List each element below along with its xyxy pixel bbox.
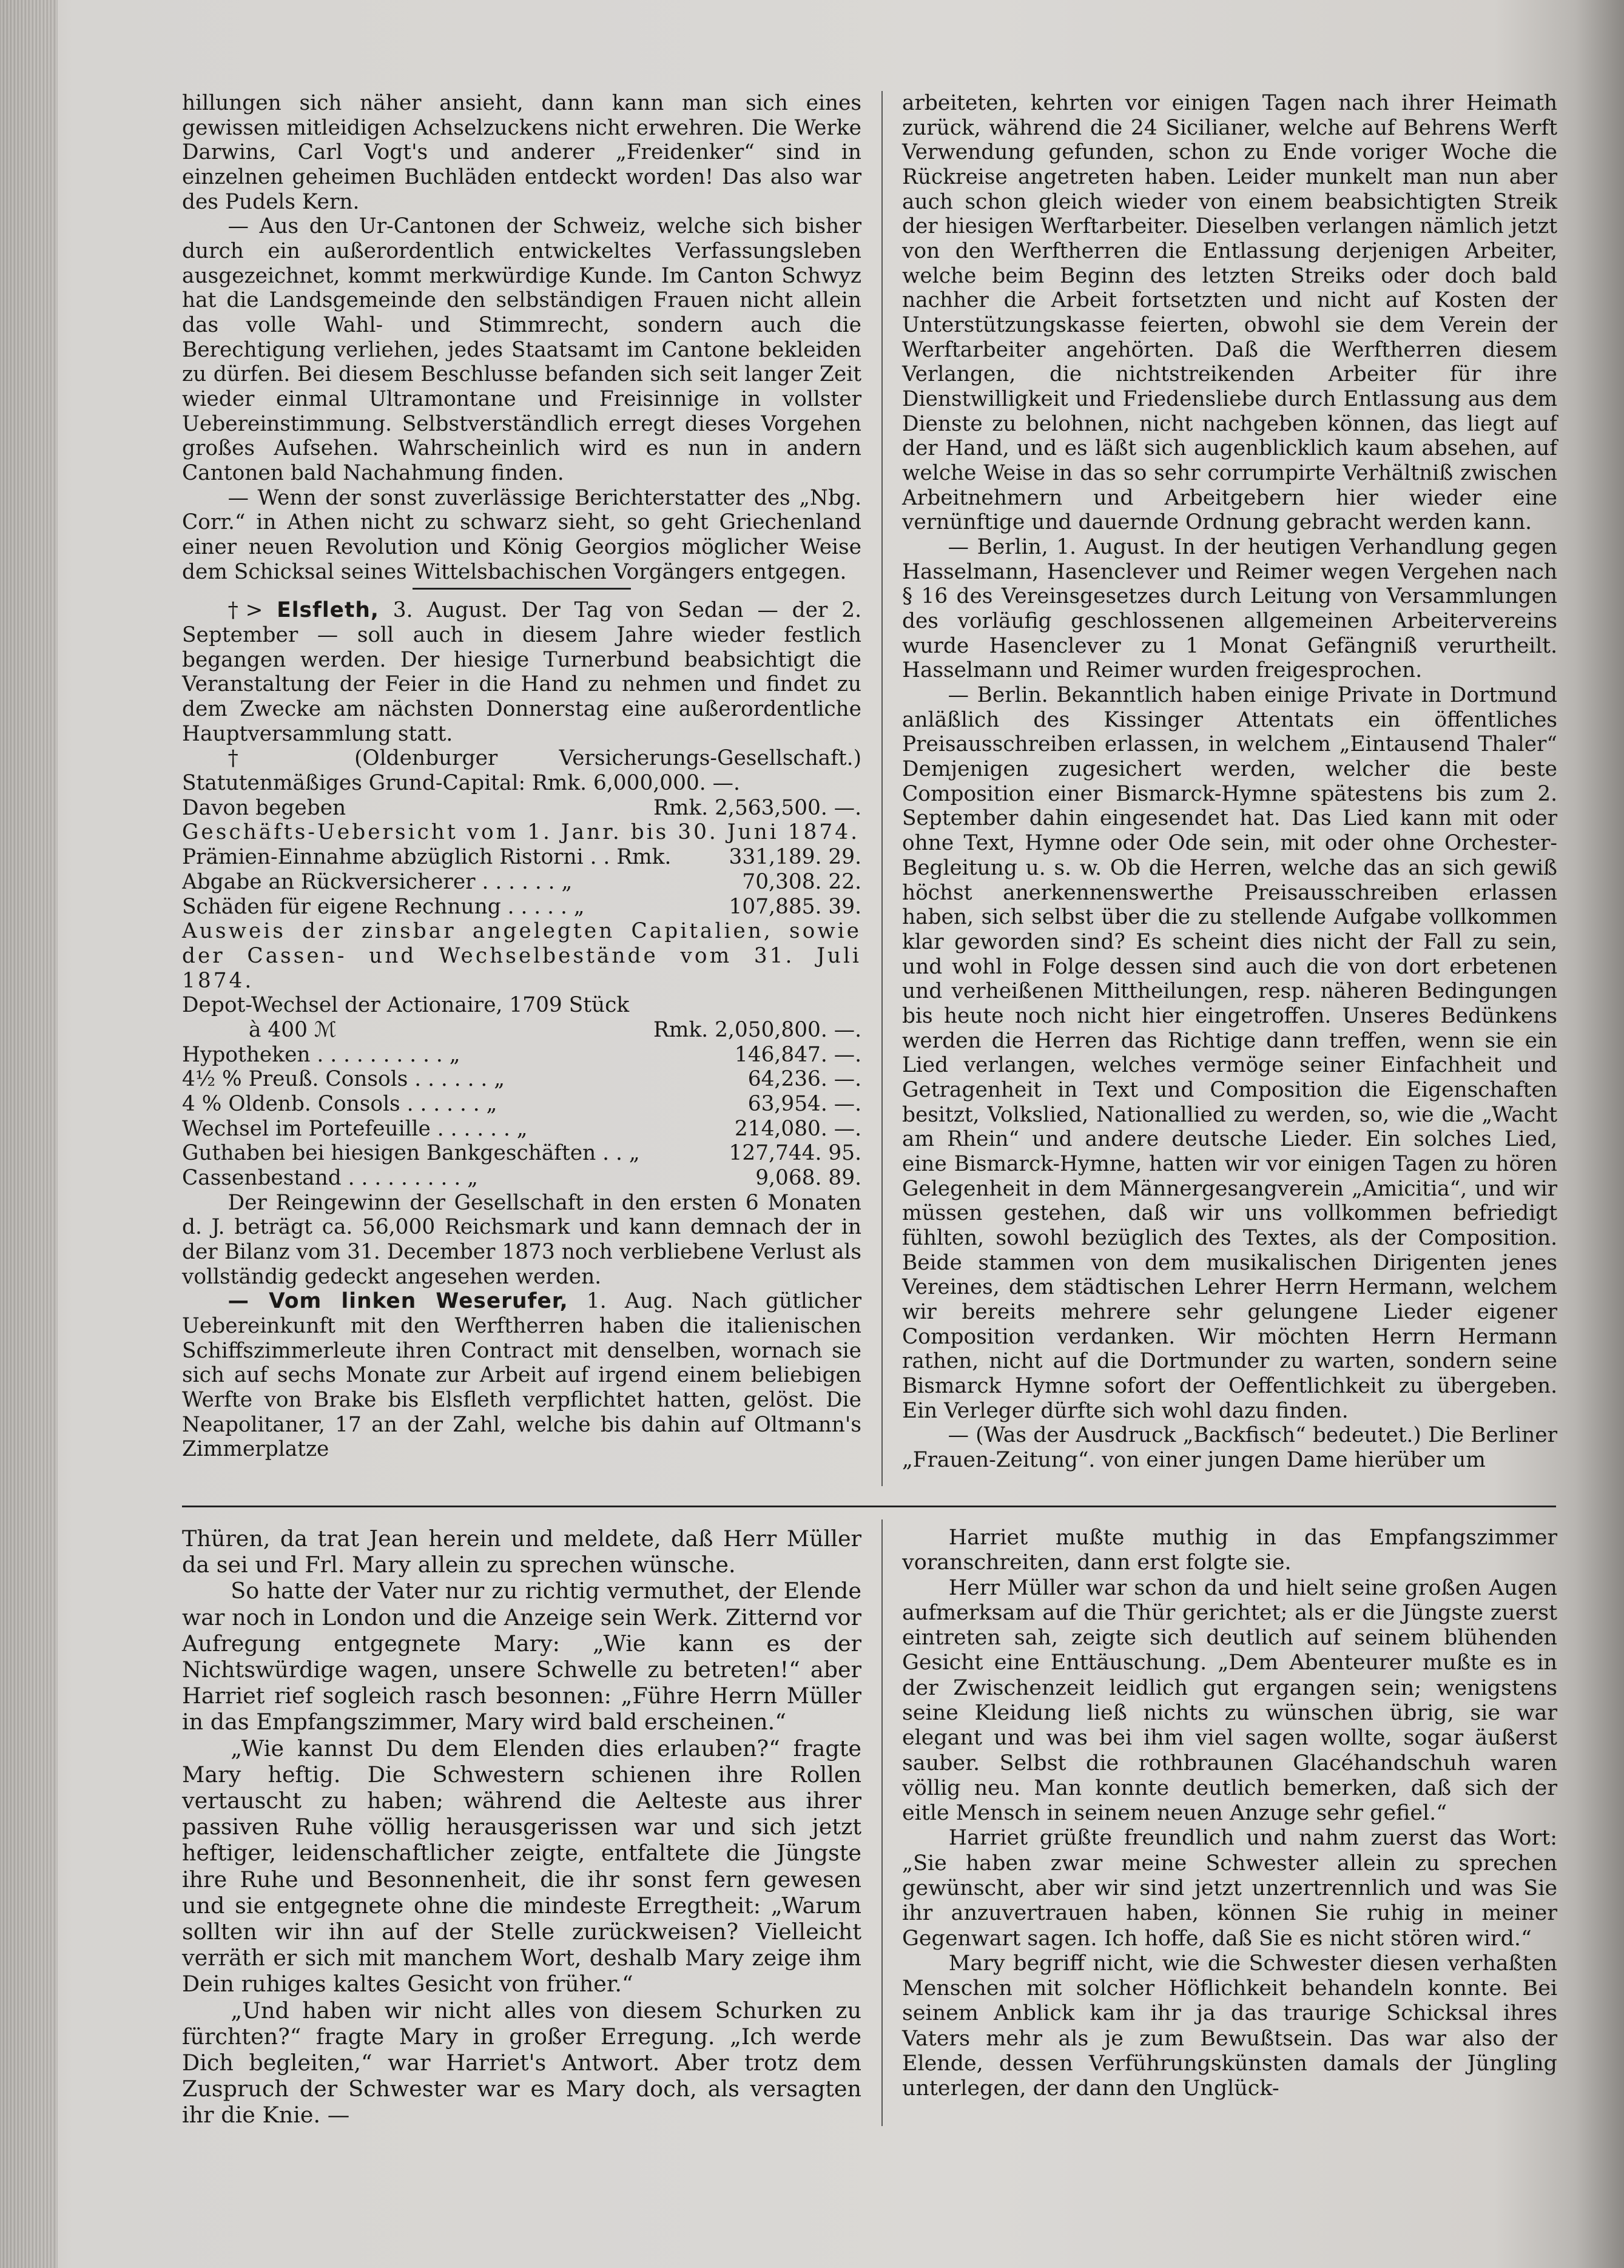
- financial-table-1: [182, 796, 861, 821]
- business-overview-heading: Geschäfts-Uebersicht vom 1. Janr. bis 30. Juni 1874.: [182, 820, 860, 845]
- financial-row: [182, 796, 861, 821]
- article-werftarbeiter: arbeiteten, kehrten vor einigen Tagen nach ihrer Heimath zurück, während die 24 Sicilianer, welche auf Behrens Werft Verwendung gefunden, schon zu Ende voriger Woche die Rückreise angetreten haben. Leider munkelt man nun aber auch schon gleich wieder von einem beabsichtigten Streik der hiesigen Werftarbeiter. Dieselben verlangen nämlich jetzt von den Werftherren die Entlassung derjenigen Arbeiter, welche beim Beginn des letzten Streiks oder doch bald nachher die Arbeit fortsetzten und nicht auf Kosten der Unterstützungskasse feierten, obwohl sie dem Verein der Werftarbeiter angehörten. Daß die Werftherren diesem Verlangen, die nichtstreikenden Arbeiter für ihre Dienstwilligkeit und Friedensliebe durch Entlassung aus dem Dienste zu belohnen, nicht nachgeben können, das liegt auf der Hand, und es läßt sich augenblicklich kaum absehen, auf welche Weise in das so sehr corrumpirte Verhältniß zwischen Arbeitnehmern und Arbeitgebern hier wieder eine vernünftige und dauernde Ordnung gebracht werden kann.: [902, 91, 1557, 535]
- capital-statement-heading: Ausweis der zinsbar angelegten Capitalien, sowie der Cassen- und Wechselbestände vom 31. Juli 1874.: [182, 919, 861, 993]
- financial-amount: Rmk. 2,050,800. —.: [653, 1017, 861, 1042]
- section-divider: [413, 588, 631, 590]
- financial-amount: Rmk. 2,563,500. —.: [653, 795, 861, 820]
- dateline-weserufer: — Vom linken Weserufer,: [227, 1289, 568, 1314]
- story-paragraph: Mary begriff nicht, wie die Schwester diesen verhaßten Menschen mit solcher Höflichkeit behandeln konnte. Bei seinem Anblick kam ihr ja das traurige Schicksal ihres Vaters mehr als je zum Bewußtsein. Das war also der Elende, dessen Verführungskünsten damals der Jüngling unterlegen, der dann den Unglück-: [902, 1951, 1557, 2101]
- financial-label: Guthaben bei hiesigen Bankgeschäften . . „: [182, 1141, 640, 1166]
- dagger-mark: †>: [227, 598, 277, 623]
- article-pudels-kern: hillungen sich näher ansieht, dann kann man sich eines gewissen mitleidigen Achselzuckens nicht erwehren. Die Werke Darwins, Carl Vogt's und anderer „Freidenker“ sind in einzelnen geheimen Buchläden entdeckt worden! Das also war des Pudels Kern.: [182, 91, 861, 214]
- financial-label: 4 % Oldenb. Consols . . . . . . „: [182, 1091, 497, 1116]
- article-berlin-bismarck-hymne: — Berlin. Bekanntlich haben einige Private in Dortmund anläßlich des Kissinger Attentats ein öffentliches Preisausschreiben erlassen, in welchem „Eintausend Thaler“ Demjenigen zugesichert werden, welcher die beste Composition einer Bismarck-Hymne spätestens bis zum 2. September dahin eingesendet hat. Das Lied kann mit oder ohne Text, Hymne oder Ode sein, mit oder ohne Orchester-Begleitung u. s. w. Ob die Herren, welche das an sich gewiß höchst anerkennenswerthe Preisausschreiben erlassen haben, sich selbst über die zu stellende Aufgabe vollkommen klar geworden sind? Es scheint dies nicht der Fall zu sein, und wohl in Folge dessen sind auch die von dort erbetenen und verheißenen Mittheilungen, resp. näheren Bedingungen bis heute noch nicht hier eingetroffen. Unseres Bedünkens werden die Herren das Richtige dann treffen, wenn sie ein Lied verlangen, welches vermöge seiner Einfachheit und Getragenheit in Text und Composition die Eigenschaften besitzt, Volkslied, Nationallied zu werden, so, wie die „Wacht am Rhein“ und andere deutsche Lieder. Ein solches Lied, eine Bismarck-Hymne, hatten wir vor einigen Tagen zu hören Gelegenheit in dem Männergesangverein „Amicitia“, und wir müssen gestehen, daß wir uns vollkommen befriedigt fühlten, sowohl bezüglich des Textes, als der Composition. Beide stammen von dem musikalischen Dirigenten jenes Vereines, dem städtischen Lehrer Herrn Hermann, welchem wir bereits mehrere sehr gelungene Lieder eigener Composition verdanken. Wir möchten Herrn Hermann rathen, nicht auf die Dortmunder zu warten, sondern seine Bismarck Hymne sofort der Oeffentlichkeit zu übergeben. Ein Verleger dürfte sich wohl dazu finden.: [902, 683, 1557, 1423]
- story-paragraph: So hatte der Vater nur zu richtig vermuthet, der Elende war noch in London und die Anzeige sein Werk. Zitternd vor Aufregung entgegnete Mary: „Wie kann es der Nichtswürdige wagen, unsere Schwelle zu betreten!“ aber Harriet rief sogleich rasch besonnen: „Führe Herrn Müller in das Empfangszimmer, Mary wird bald erscheinen.“: [182, 1578, 861, 1735]
- dateline-elsfleth: Elsfleth,: [277, 598, 379, 623]
- column-divider-lower: [881, 1519, 883, 2126]
- financial-amount: 9,068. 89.: [755, 1165, 861, 1190]
- weserufer-text: 1. Aug. Nach gütlicher Uebereinkunft mit den Werftherren haben die italienischen Schiffszimmerleute ihren Contract mit denselben, wornach sie sich auf sechs Monate zur Arbeit auf irgend einem beliebigen Werfte von Brake bis Elsfleth verpflichtet hatten, gelöst. Die Neapolitaner, 17 an der Zahl, welche bis dahin auf Oltmann's Zimmerplatze: [182, 1289, 861, 1462]
- financial-amount: 64,236. —.: [747, 1067, 861, 1092]
- financial-label: Schäden für eigene Rechnung . . . . . „: [182, 894, 585, 919]
- financial-amount: 127,744. 95.: [729, 1141, 861, 1166]
- financial-label: Prämien-Einnahme abzüglich Ristorni . . Rmk.: [182, 845, 672, 870]
- article-schweiz: — Aus den Ur-Cantonen der Schweiz, welche sich bisher durch ein außerordentlich entwickeltes Verfassungsleben ausgezeichnet, kommt merkwürdige Kunde. Im Canton Schwyz hat die Landsgemeinde den selbständigen Frauen nicht allein das volle Wahl- und Stimmrecht, sondern auch die Berechtigung verliehen, jedes Staatsamt im Cantone bekleiden zu dürfen. Bei diesem Beschlusse befanden sich seit langer Zeit wieder einmal Ultramontane und Freisinnige in vollster Uebereinstimmung. Selbstverständlich erregt dieses Vorgehen großes Aufsehen. Wahrscheinlich wird es nun in andern Cantonen bald Nachahmung finden.: [182, 214, 861, 486]
- financial-row: [182, 1141, 861, 1166]
- depot-wechsel-line: Depot-Wechsel der Actionaire, 1709 Stück: [182, 993, 630, 1018]
- financial-label: Davon begeben: [182, 795, 346, 820]
- article-backfisch: — (Was der Ausdruck „Backfisch“ bedeutet.) Die Berliner „Frauen-Zeitung“. von einer jungen Dame hierüber um: [902, 1423, 1557, 1472]
- column-divider-upper: [881, 91, 883, 1486]
- story-paragraph: Herr Müller war schon da und hielt seine großen Augen aufmerksam auf die Thür gerichtet; als er die Jüngste zuerst eintreten sah, zeigte sich deutlich auf seinem blühenden Gesicht eine Enttäuschung. „Dem Abenteurer mußte es in der Zwischenzeit leidlich gut ergangen sein; wenigstens seine Kleidung ließ nichts zu wünschen übrig, sie war elegant und was bei ihm viel sagen wollte, sogar äußerst sauber. Selbst die rothbraunen Glacéhandschuh waren völlig neu. Man konnte deutlich bemerken, daß sich der eitle Mensch in seinem neuen Anzuge sehr gefiel.“: [902, 1575, 1557, 1826]
- feuilleton-divider: [182, 1506, 1556, 1507]
- financial-label: Wechsel im Portefeuille . . . . . . „: [182, 1116, 528, 1141]
- article-elsfleth: [182, 598, 861, 746]
- story-paragraph: Harriet grüßte freundlich und nahm zuerst das Wort: „Sie haben zwar meine Schwester allein zu sprechen gewünscht, aber wir sind jetzt unzertrennlich und was Sie ihr anzuvertrauen haben, können Sie ruhig in meiner Gegenwart sagen. Ich hoffe, daß Sie es nicht stören wird.“: [902, 1826, 1557, 1951]
- financial-row: [182, 1043, 861, 1068]
- financial-row: [182, 1092, 861, 1117]
- financial-label: à 400 ℳ: [249, 1017, 337, 1042]
- upper-right-column: [902, 91, 1557, 1473]
- financial-row: [182, 895, 861, 920]
- lower-right-column: [902, 1526, 1557, 2101]
- financial-label: Abgabe an Rückversicherer . . . . . . „: [182, 869, 573, 894]
- story-paragraph: Harriet mußte muthig in das Empfangszimmer voranschreiten, dann erst folgte sie.: [902, 1526, 1557, 1575]
- article-griechenland: — Wenn der sonst zuverlässige Berichterstatter des „Nbg. Corr.“ in Athen nicht zu schwarz sieht, so geht Griechenland einer neuen Revolution und König Georgios möglicher Weise dem Schicksal seines Wittelsbachischen Vorgängers entgegen.: [182, 485, 861, 584]
- financial-amount: 331,189. 29.: [729, 845, 861, 870]
- elsfleth-text: 3. August. Der Tag von Sedan — der 2. September — soll auch in diesem Jahre wieder festlich begangen werden. Der hiesige Turnerbund beabsichtigt die Veranstaltung der Feier in die Hand zu nehmen und findet zu dem Zwecke am nächsten Donnerstag eine außerordentliche Hauptversammlung statt.: [182, 598, 861, 746]
- article-weserufer: [182, 1289, 861, 1462]
- financial-amount: 63,954. —.: [747, 1091, 861, 1116]
- financial-amount: 107,885. 39.: [729, 894, 861, 919]
- financial-amount: 146,847. —.: [734, 1042, 861, 1067]
- story-paragraph: „Wie kannst Du dem Elenden dies erlauben?“ fragte Mary heftig. Die Schwestern schienen ihre Rollen vertauscht zu haben; während die Aelteste aus ihrer passiven Ruhe völlig herausgerissen war und sich jetzt heftiger, leidenschaftlicher zeigte, entfaltete die Jüngste ihre Ruhe und Besonnenheit, die ihr sonst fern gewesen und sie entgegnete ohne die mindeste Erregtheit: „Warum sollten wir ihn auf der Stelle zurückweisen? Vielleicht verräth er sich mit manchem Wort, deshalb Mary zeige ihm Dein ruhiges kaltes Gesicht von früher.“: [182, 1735, 861, 1997]
- financial-row: [182, 870, 861, 895]
- financial-row: [182, 1067, 861, 1092]
- article-berlin-verhandlung: — Berlin, 1. August. In der heutigen Verhandlung gegen Hasselmann, Hasenclever und Reimer wegen Vergehen nach § 16 des Vereinsgesetzes durch Leitung von Versammlungen des vorläufig geschlossenen allgemeinen Arbeitervereins wurde Hasenclever zu 1 Monat Gefängniß verurtheilt. Hasselmann und Reimer wurden freigesprochen.: [902, 535, 1557, 683]
- net-profit-note: Der Reingewinn der Gesellschaft in den ersten 6 Monaten d. J. beträgt ca. 56,000 Reichsmark und kann demnach der in der Bilanz vom 31. December 1873 noch verbliebene Verlust als vollständig gedeckt angesehen werden.: [182, 1190, 861, 1289]
- upper-left-column: [182, 91, 861, 1462]
- financial-label: 4½ % Preuß. Consols . . . . . . „: [182, 1067, 505, 1092]
- financial-row: [182, 1166, 861, 1191]
- financial-table-2: [182, 845, 861, 919]
- financial-row: [182, 1117, 861, 1142]
- financial-amount: 214,080. —.: [734, 1116, 861, 1141]
- story-paragraph: „Und haben wir nicht alles von diesem Schurken zu fürchten?“ fragte Mary in großer Erregung. „Ich werde Dich begleiten,“ war Harriet's Antwort. Aber trotz dem Zuspruch der Schwester war es Mary doch, als versagten ihr die Knie. —: [182, 1997, 861, 2128]
- financial-table-3: [182, 1018, 861, 1191]
- lower-left-column: [182, 1526, 861, 2128]
- book-spine-edge: [0, 0, 58, 2268]
- financial-row: [182, 1018, 861, 1043]
- financial-row: [182, 845, 861, 870]
- insurance-heading: † (Oldenburger Versicherungs-Gesellschaft.) Statutenmäßiges Grund-Capital: Rmk. 6,000,000. —.: [182, 746, 861, 796]
- story-paragraph: Thüren, da trat Jean herein und meldete, daß Herr Müller da sei und Frl. Mary allein zu sprechen wünsche.: [182, 1526, 861, 1578]
- financial-amount: 70,308. 22.: [742, 869, 861, 894]
- financial-label: Hypotheken . . . . . . . . . . „: [182, 1042, 460, 1067]
- financial-label: Cassenbestand . . . . . . . . . „: [182, 1165, 478, 1190]
